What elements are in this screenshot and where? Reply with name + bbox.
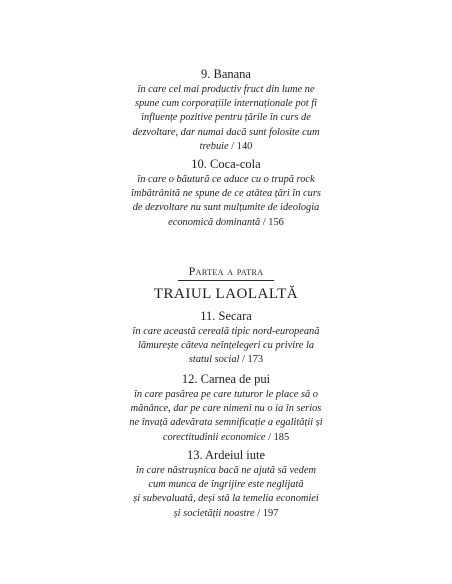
page-number: 173 [247,354,264,366]
description-line: dezvoltare, dar numai dacă sunt folosite cum [132,126,320,138]
page-number: 197 [262,507,279,519]
description-line: în care această cereală tipic nord-europeană [132,326,320,337]
entry-title: 12. Carnea de pui [181,372,271,386]
description-line: spune cum corporațiile internaționale pot fi [134,98,318,110]
part-title: TRAIUL LAOLALTĂ [153,286,299,302]
entry-title: 11. Secara [200,309,252,323]
description-line: îmbătrânită ne spune de ce atâtea țări în curs [131,188,321,200]
description-line: în care o băutură ce aduce cu o trupă rock [137,174,315,185]
toc-entry-12 [96,372,356,445]
entry-title: 9. Banana [201,67,251,81]
entry-title: 10. Coca-cola [191,157,261,171]
entry-description [96,388,356,445]
toc-entry-9 [96,67,356,154]
description-last-line: corectitudinii economice / 185 [162,431,290,443]
part-divider [178,280,274,281]
description-line: ne învață adevărata semnificație a egalității și [129,417,323,429]
description-line: și subevaluată, deși stă la temelia economiei [133,493,319,505]
description-line: în care pasărea pe care tuturor le place să o [133,389,318,400]
description-line: influențe pozitive pentru țările în curs de [141,112,311,124]
description-line: lămurește câteva neînțelegeri cu privire la [137,340,315,352]
description-last-line: și societății noastre / 197 [173,507,279,519]
entry-description [96,325,356,368]
description-line: cum munca de îngrijire este neglijată [148,479,304,491]
toc-entry-13 [96,448,356,521]
toc-entry-11 [96,309,356,368]
description-end: și societății noastre [173,507,255,519]
description-line: în care cel mai productiv fruct din lume ne [137,84,315,95]
description-end: economică dominantă [168,216,261,228]
part-header [96,264,356,303]
page-number: 140 [236,140,253,152]
description-line: de dezvoltare nu sunt mulțumite de ideologia [132,202,320,214]
toc-entry-10 [96,157,356,230]
page-number: 185 [273,431,290,443]
description-end: corectitudinii economice [162,431,266,443]
entry-description [96,83,356,154]
entry-description [96,464,356,521]
entry-title: 13. Ardeiul iute [186,448,266,462]
description-last-line: economică dominantă / 156 [168,216,284,228]
description-line: în care năstrușnica bacă ne ajută să vedem [136,465,316,476]
description-last-line: trebuie / 140 [199,140,253,152]
description-line: mănânce, dar pe care nimeni nu o ia în serios [130,403,322,415]
description-end: trebuie [199,140,229,152]
page-number: 156 [268,216,284,228]
part-label: Partea a patra [188,264,264,278]
description-last-line: statul social / 173 [188,354,264,366]
entry-description [96,173,356,230]
description-end: statul social [188,354,240,366]
